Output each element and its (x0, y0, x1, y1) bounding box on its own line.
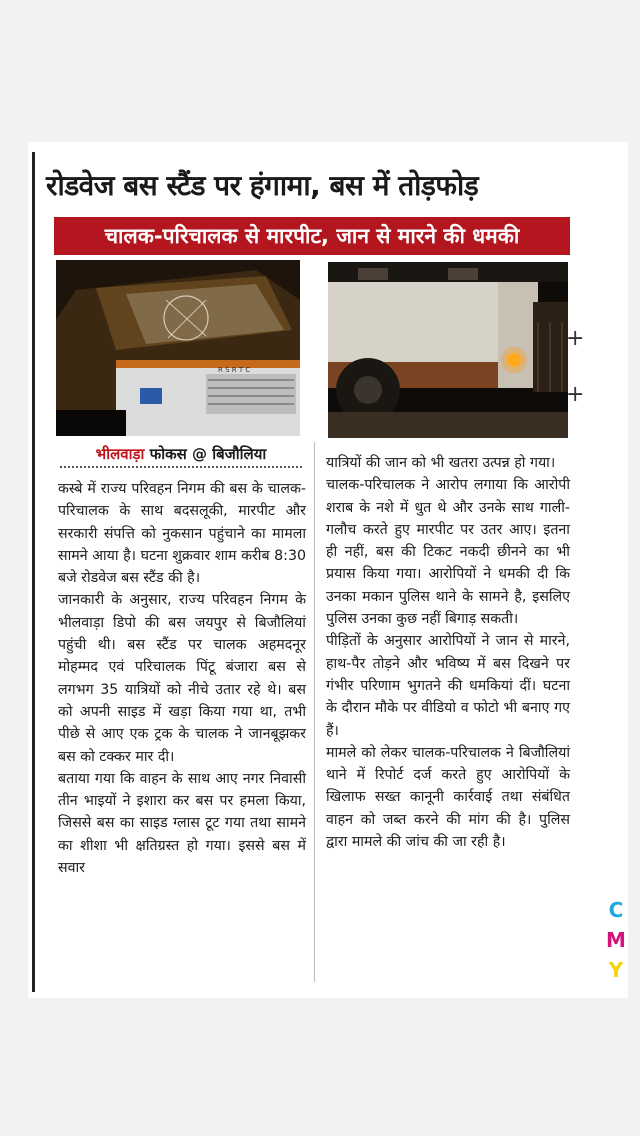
byline-rest: फोकस @ बिजौलिया (144, 445, 267, 463)
paragraph: यात्रियों की जान को भी खतरा उत्पन्न हो गया। (326, 455, 556, 471)
bus-side-illustration (328, 262, 568, 438)
photo-bus-side (328, 262, 568, 438)
paragraph: चालक-परिचालक ने आरोप लगाया कि आरोपी शराब के नशे में धुत थे और उनके साथ गाली-गलौच करते हुए मारपीट पर उतर आए। इतना ही नहीं, बस की टिकट नकदी छीनने का भी प्रयास किया गया। आरोपियों ने धमकी दी कि उनका मकान पुलिस थाने के सामने है, इसलिए पुलिस उनका कुछ नहीं बिगाड़ सकती। (326, 477, 570, 628)
bus-plate-text: R S R T C (218, 366, 251, 374)
page-edge-line (32, 152, 35, 992)
bus-front-illustration (56, 260, 300, 436)
paragraph: कस्बे में राज्य परिवहन निगम की बस के चालक-परिचालक के साथ बदसलूकी, मारपीट और सरकारी संपत्ति को नुकसान पहुंचाने का मामला सामने आया है। घटना शुक्रवार शाम करीब 8:30 बजे रोडवेज बस स्टैंड की है। (58, 481, 306, 587)
byline (60, 442, 302, 468)
column-divider (314, 442, 315, 982)
paragraph: जानकारी के अनुसार, राज्य परिवहन निगम के भीलवाड़ा डिपो की बस जयपुर से बिजौलियां पहुंची थी। बस स्टैंड पर चालक अहमदनूर मोहम्मद एवं परिचालक पिंटू बंजारा बस से लगभग 35 यात्रियों को नीचे उतार रहे थे। बस को अपनी साइड में खड़ा किया गया था, तभी पीछे से आए एक ट्रक के चालक ने जानबूझकर बस को टक्कर मार दी। (58, 592, 306, 765)
paragraph: मामले को लेकर चालक-परिचालक ने बिजौलियां थाने में रिपोर्ट दर्ज करते हुए आरोपियों के खिलाफ सख्त कानूनी कार्रवाई तथा संबंधित वाहन को जब्त करने की मांग की है। पुलिस द्वारा मामले की जांच की जा रही है। (326, 744, 570, 851)
newspaper-clipping (28, 142, 628, 998)
photo-damaged-bus-front (56, 260, 300, 436)
subheadline-banner: चालक-परिचालक से मारपीट, जान से मारने की धमकी (54, 217, 570, 255)
paragraph: बताया गया कि वाहन के साथ आए नगर निवासी तीन भाइयों ने इशारा कर बस पर हमला किया, जिससे बस का साइड ग्लास टूट गया तथा सामने का शीशा भी क्षतिग्रस्त हो गया। इससे बस में सवार (58, 770, 306, 877)
registration-cross-icon: + (566, 382, 585, 407)
registration-cross-icon: + (566, 326, 585, 351)
magenta-mark: M (606, 928, 626, 952)
article-column-1 (58, 478, 306, 879)
article-column-2 (326, 452, 570, 853)
paragraph: पीड़ितों के अनुसार आरोपियों ने जान से मारने, हाथ-पैर तोड़ने और भविष्य में बस दिखने पर गंभीर परिणाम भुगतने की धमकियां दीं। घटना के दौरान मौके पर वीडियो व फोटो भी बनाए गए हैं। (326, 633, 570, 739)
yellow-mark: Y (608, 958, 624, 982)
headline: रोडवेज बस स्टैंड पर हंगामा, बस में तोड़फोड़ (46, 169, 479, 202)
cyan-mark: C (608, 898, 624, 922)
byline-place: भीलवाड़ा (95, 445, 145, 463)
